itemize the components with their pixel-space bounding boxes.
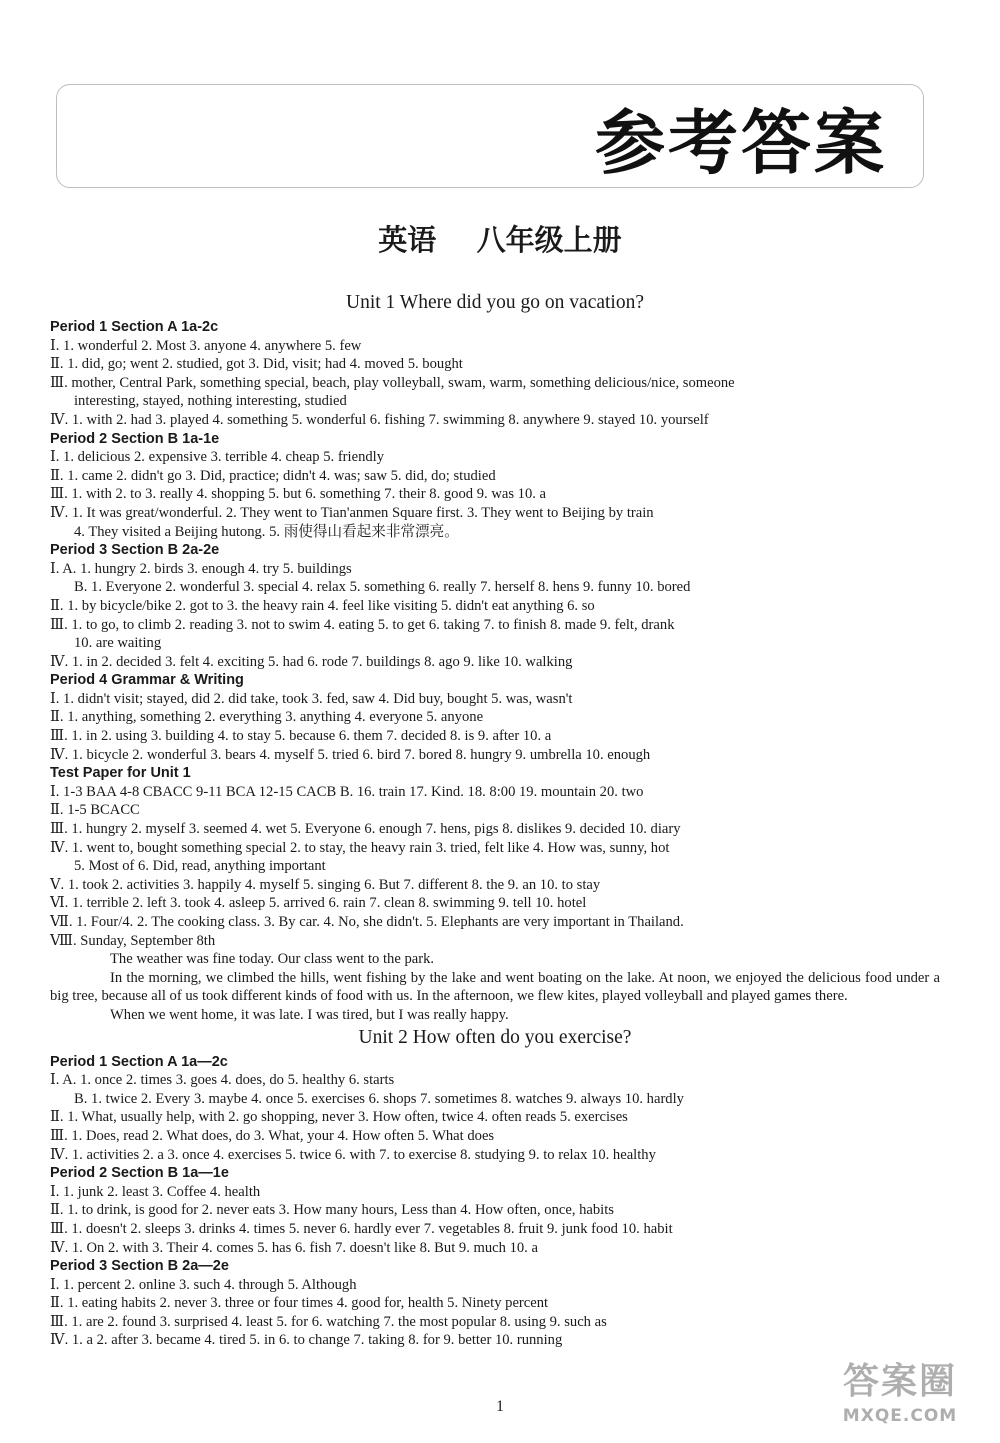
answer-line: Ⅵ. 1. terrible 2. left 3. took 4. asleep 5. arrived 6. rain 7. clean 8. swimming 9. tell 10. hotel (50, 895, 587, 912)
section-title: Period 4 Grammar & Writing (50, 672, 244, 689)
unit-heading: Unit 1 Where did you go on vacation? (345, 292, 645, 313)
answer-line: Ⅳ. 1. On 2. with 3. Their 4. comes 5. has 6. fish 7. doesn't like 8. But 9. much 10. a (50, 1239, 538, 1256)
section-title: Period 2 Section B 1a—1e (50, 1165, 229, 1182)
answer-line: 10. are waiting (74, 635, 162, 652)
answer-line: interesting, stayed, nothing interesting, studied (74, 393, 347, 410)
answer-line: Ⅲ. 1. with 2. to 3. really 4. shopping 5. but 6. something 7. their 8. good 9. was 10. a (50, 486, 547, 503)
answer-line: Ⅳ. 1. It was great/wonderful. 2. They went to Tian'anmen Square first. 3. They went to Beijing by train (50, 504, 654, 521)
answer-line: Ⅳ. 1. activities 2. a 3. once 4. exercises 5. twice 6. with 7. to exercise 8. studying 9. to relax 10. healthy (50, 1146, 656, 1163)
answer-line: Ⅳ. 1. in 2. decided 3. felt 4. exciting 5. had 6. rode 7. buildings 8. ago 9. like 10. walking (50, 653, 573, 670)
answer-line: Ⅰ. 1. delicious 2. expensive 3. terrible 4. cheap 5. friendly (50, 449, 385, 466)
answer-line: 5. Most of 6. Did, read, anything important (74, 858, 326, 875)
answer-line: Ⅱ. 1-5 BCACC (50, 802, 140, 819)
banner-title: 参考答案 (595, 102, 887, 184)
answer-line: Ⅴ. 1. took 2. activities 3. happily 4. myself 5. singing 6. But 7. different 8. the 9. an 10. to stay (50, 876, 601, 893)
answer-line: Ⅱ. 1. did, go; went 2. studied, got 3. Did, visit; had 4. moved 5. bought (50, 356, 463, 373)
answer-line: Ⅳ. 1. with 2. had 3. played 4. something 5. wonderful 6. fishing 7. swimming 8. anywhere 9. stayed 10. yourself (50, 411, 709, 428)
answer-line: Ⅰ. 1-3 BAA 4-8 CBACC 9-11 BCA 12-15 CACB B. 16. train 17. Kind. 18. 8:00 19. mountain 20. two (50, 783, 644, 800)
answer-line: Ⅲ. mother, Central Park, something special, beach, play volleyball, swam, warm, something delicious/nice, someone (50, 374, 735, 391)
answer-line: Ⅲ. 1. to go, to climb 2. reading 3. not to swim 4. eating 5. to get 6. taking 7. to finish 8. made 9. felt, drank (50, 616, 675, 633)
unit-heading: Unit 2 How often do you exercise? (358, 1026, 632, 1048)
section-title: Period 3 Section B 2a-2e (50, 542, 220, 559)
answer-line: Ⅲ. 1. doesn't 2. sleeps 3. drinks 4. times 5. never 6. hardly ever 7. vegetables 8. fruit 9. junk food 10. habit (50, 1220, 673, 1237)
answer-line: Ⅰ. 1. percent 2. online 3. such 4. through 5. Although (50, 1276, 357, 1293)
watermark-text: 答案圈 (842, 1361, 957, 1402)
page-number: 1 (496, 1398, 504, 1415)
section-title: Period 1 Section A 1a-2c (50, 319, 219, 335)
answer-line: Ⅳ. 1. bicycle 2. wonderful 3. bears 4. myself 5. tried 6. bird 7. bored 8. hungry 9. umbrella 10. enough (50, 746, 651, 763)
answer-line: Ⅱ. 1. to drink, is good for 2. never eats 3. How many hours, Less than 4. How often, once, habits (50, 1202, 614, 1219)
answer-line: When we went home, it was late. I was tired, but I was really happy. (110, 1006, 509, 1023)
title-banner (56, 84, 924, 188)
section-title: Period 1 Section A 1a—2c (50, 1053, 228, 1070)
section-title: Test Paper for Unit 1 (50, 765, 191, 782)
answer-line: Ⅲ. 1. in 2. using 3. building 4. to stay 5. because 6. them 7. decided 8. is 9. after 10. a (50, 728, 552, 745)
answer-line: Ⅱ. 1. What, usually help, with 2. go shopping, never 3. How often, twice 4. often reads 5. exercises (50, 1109, 628, 1126)
answer-line: Ⅰ. A. 1. once 2. times 3. goes 4. does, do 5. healthy 6. starts (50, 1072, 395, 1089)
answer-line: Ⅱ. 1. by bicycle/bike 2. got to 3. the heavy rain 4. feel like visiting 5. didn't eat anything 6. so (50, 597, 595, 614)
answer-line: The weather was fine today. Our class went to the park. (110, 951, 435, 968)
answer-line: 4. They visited a Beijing hutong. 5. 雨使得山看起来非常漂亮。 (74, 523, 459, 540)
watermark-url: MXQE.COM (842, 1406, 958, 1426)
answer-line: Ⅳ. 1. a 2. after 3. became 4. tired 5. in 6. to change 7. taking 8. for 9. better 10. running (50, 1332, 563, 1349)
answer-line: Ⅷ. Sunday, September 8th (50, 932, 216, 949)
section-title: Period 3 Section B 2a—2e (50, 1258, 229, 1275)
answer-line: B. 1. twice 2. Every 3. maybe 4. once 5. exercises 6. shops 7. sometimes 8. watches 9. always 10. hardly (74, 1090, 684, 1107)
answer-line: Ⅲ. 1. are 2. found 3. surprised 4. least 5. for 6. watching 7. the most popular 8. using 9. such as (50, 1313, 607, 1330)
answer-line: B. 1. Everyone 2. wonderful 3. special 4. relax 5. something 6. really 7. herself 8. hens 9. funny 10. bored (74, 579, 691, 596)
answer-content (50, 290, 940, 1350)
watermark-logo (812, 1360, 988, 1434)
answer-line: Ⅶ. 1. Four/4. 2. The cooking class. 3. By car. 4. No, she didn't. 5. Elephants are very important in Thailand. (50, 914, 684, 930)
answer-line: Ⅲ. 1. hungry 2. myself 3. seemed 4. wet 5. Everyone 6. enough 7. hens, pigs 8. dislikes 9. decided 10. diary (50, 821, 681, 838)
answer-line: Ⅰ. 1. junk 2. least 3. Coffee 4. health (50, 1183, 261, 1200)
subject-heading: 英语 八年级上册 (378, 223, 622, 257)
answer-line: Ⅲ. 1. Does, read 2. What does, do 3. What, your 4. How often 5. What does (50, 1127, 495, 1144)
essay-paragraph: In the morning, we climbed the hills, went fishing by the lake and went boating on the lake. At noon, we enjoyed the delicious food under a big tree, because all of us took different kinds of food with us. In the afternoon, we flew kites, played volleyball and played games there. (50, 969, 940, 1005)
answer-line: Ⅰ. 1. wonderful 2. Most 3. anyone 4. anywhere 5. few (50, 337, 362, 354)
answer-line: Ⅳ. 1. went to, bought something special 2. to stay, the heavy rain 3. tried, felt like 4. How was, sunny, hot (50, 839, 670, 856)
answer-line: Ⅰ. A. 1. hungry 2. birds 3. enough 4. try 5. buildings (50, 560, 352, 577)
section-title: Period 2 Section B 1a-1e (50, 430, 220, 447)
answer-line: Ⅰ. 1. didn't visit; stayed, did 2. did take, took 3. fed, saw 4. Did buy, bought 5. was, wasn't (50, 690, 573, 707)
answer-line: Ⅱ. 1. came 2. didn't go 3. Did, practice; didn't 4. was; saw 5. did, do; studied (50, 467, 496, 484)
answer-line: Ⅱ. 1. anything, something 2. everything 3. anything 4. everyone 5. anyone (50, 709, 484, 726)
answer-line: Ⅱ. 1. eating habits 2. never 3. three or four times 4. good for, health 5. Ninety percent (50, 1295, 549, 1312)
